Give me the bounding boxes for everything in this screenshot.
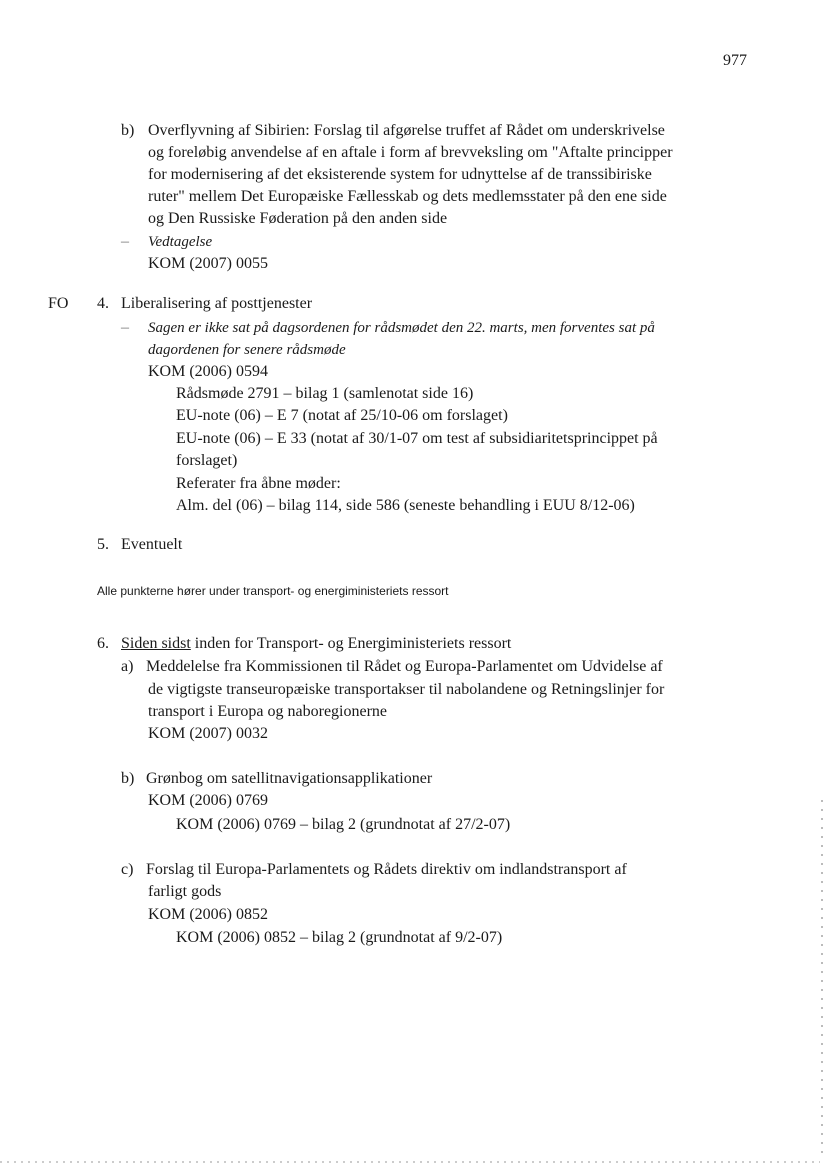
item-title-rest: inden for Transport- og Energiministeriets ressort <box>190 635 512 652</box>
item-number: 6. <box>97 635 109 652</box>
item-title: Eventuelt <box>121 536 183 553</box>
reference-code: KOM (2007) 0055 <box>148 255 268 272</box>
item-marker: b) <box>121 122 135 139</box>
item-number: 4. <box>97 295 109 312</box>
reference-code: KOM (2006) 0594 <box>148 363 268 380</box>
scan-edge-artifact <box>821 800 823 1160</box>
sub-reference: EU-note (06) – E 7 (notat af 25/10-06 om forslaget) <box>176 407 508 424</box>
bullet-dash: – <box>121 319 129 336</box>
item-number: 5. <box>97 536 109 553</box>
scan-bottom-artifact <box>0 1161 820 1163</box>
reference-code: KOM (2006) 0852 <box>148 906 268 923</box>
sub-reference: EU-note (06) – E 33 (notat af 30/1-07 om test af subsidiaritetsprincippet på <box>176 430 658 447</box>
note-line: Sagen er ikke sat på dagsordenen for rådsmødet den 22. marts, men forventes sat på <box>148 320 655 336</box>
page-number: 977 <box>723 52 747 69</box>
item-text-line: og foreløbig anvendelse af en aftale i form af brevveksling om "Aftalte principper <box>148 144 673 161</box>
item-title: Liberalisering af posttjenester <box>121 295 313 312</box>
bullet-dash: – <box>121 233 129 250</box>
sub-reference: forslaget) <box>176 452 238 469</box>
item-text-line: farligt gods <box>148 883 222 900</box>
item-text-line: Grønbog om satellitnavigationsapplikationer <box>146 770 433 787</box>
footnote: Alle punkterne hører under transport- og energiministeriets ressort <box>97 584 449 598</box>
item-text-line: Overflyvning af Sibirien: Forslag til afgørelse truffet af Rådet om underskrivelse <box>148 122 665 139</box>
reference-code: KOM (2007) 0032 <box>148 725 268 742</box>
item-text-line: transport i Europa og naboregionerne <box>148 703 388 720</box>
item-text-line: ruter" mellem Det Europæiske Fællesskab og dets medlemsstater på den ene side <box>148 188 667 205</box>
status-text: Vedtagelse <box>148 234 213 250</box>
item-marker: c) <box>121 861 134 878</box>
sub-reference: Alm. del (06) – bilag 114, side 586 (seneste behandling i EUU 8/12-06) <box>176 497 635 514</box>
note-line: dagordenen for senere rådsmøde <box>148 342 346 358</box>
item-title <box>121 634 511 654</box>
margin-tag: FO <box>48 295 69 312</box>
item-text-line: og Den Russiske Føderation på den anden side <box>148 210 448 227</box>
item-text-line: for modernisering af det eksisterende system for udnyttelse af de transsibiriske <box>148 166 652 183</box>
item-text-line: de vigtigste transeuropæiske transportakser til nabolandene og Retningslinjer for <box>148 681 665 698</box>
sub-reference: KOM (2006) 0852 – bilag 2 (grundnotat af 9/2-07) <box>176 929 503 946</box>
item-marker: a) <box>121 658 134 675</box>
reference-code: KOM (2006) 0769 <box>148 792 268 809</box>
sub-reference: Referater fra åbne møder: <box>176 475 341 492</box>
item-text-line: Meddelelse fra Kommissionen til Rådet og Europa-Parlamentet om Udvidelse af <box>146 658 663 675</box>
item-title-underlined: Siden sidst <box>121 635 191 652</box>
sub-reference: KOM (2006) 0769 – bilag 2 (grundnotat af 27/2-07) <box>176 816 511 833</box>
sub-reference: Rådsmøde 2791 – bilag 1 (samlenotat side 16) <box>176 385 474 402</box>
item-text-line: Forslag til Europa-Parlamentets og Rådets direktiv om indlandstransport af <box>146 861 627 878</box>
item-marker: b) <box>121 770 135 787</box>
